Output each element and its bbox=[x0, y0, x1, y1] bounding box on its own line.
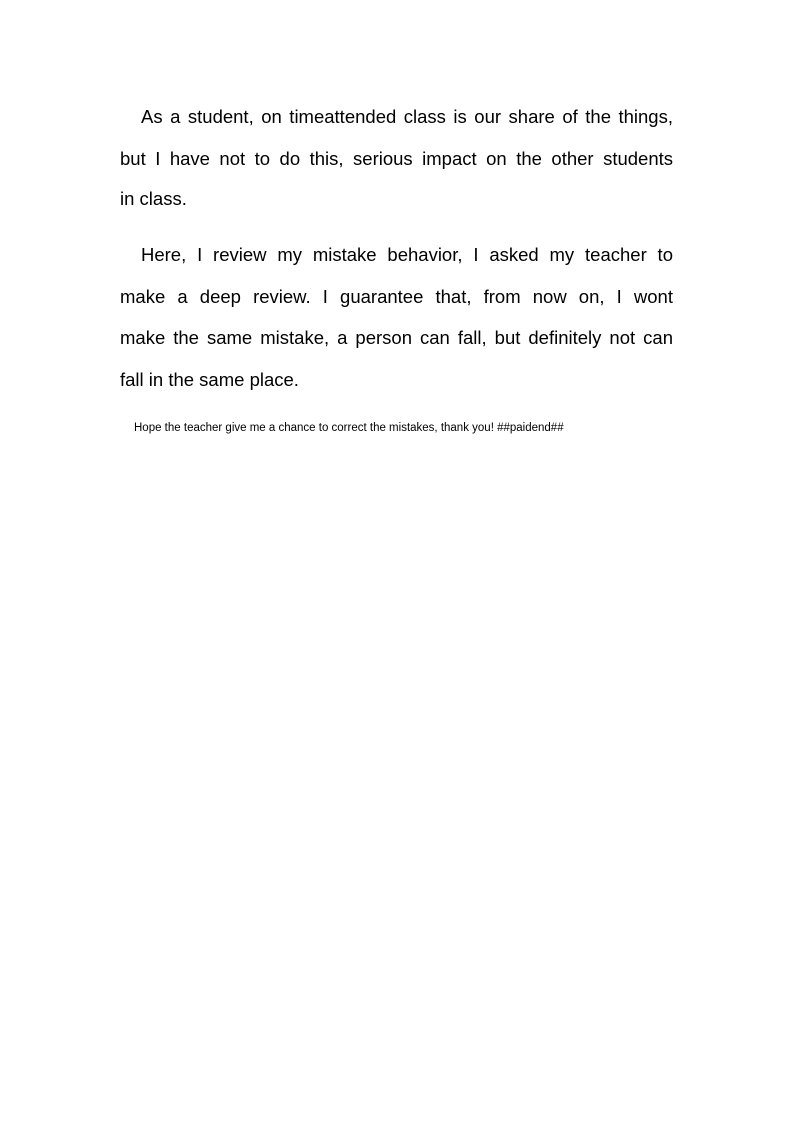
paragraph-2-line-3: make the same mistake, a person can fall, but definitely not can bbox=[120, 327, 673, 348]
paragraph-2-line-2: make a deep review. I guarantee that, from now on, I wont bbox=[120, 286, 673, 307]
closing-line: Hope the teacher give me a chance to correct the mistakes, thank you! ##paidend## bbox=[134, 422, 564, 434]
paragraph-2-line-1: Here, I review my mistake behavior, I asked my teacher to bbox=[141, 244, 673, 265]
paragraph-1-line-2: but I have not to do this, serious impact on the other students bbox=[120, 148, 673, 169]
paragraph-1-line-1: As a student, on timeattended class is our share of the things, bbox=[141, 106, 673, 127]
paragraph-2-line-4: fall in the same place. bbox=[120, 369, 299, 390]
paragraph-1-line-3: in class. bbox=[120, 188, 187, 209]
